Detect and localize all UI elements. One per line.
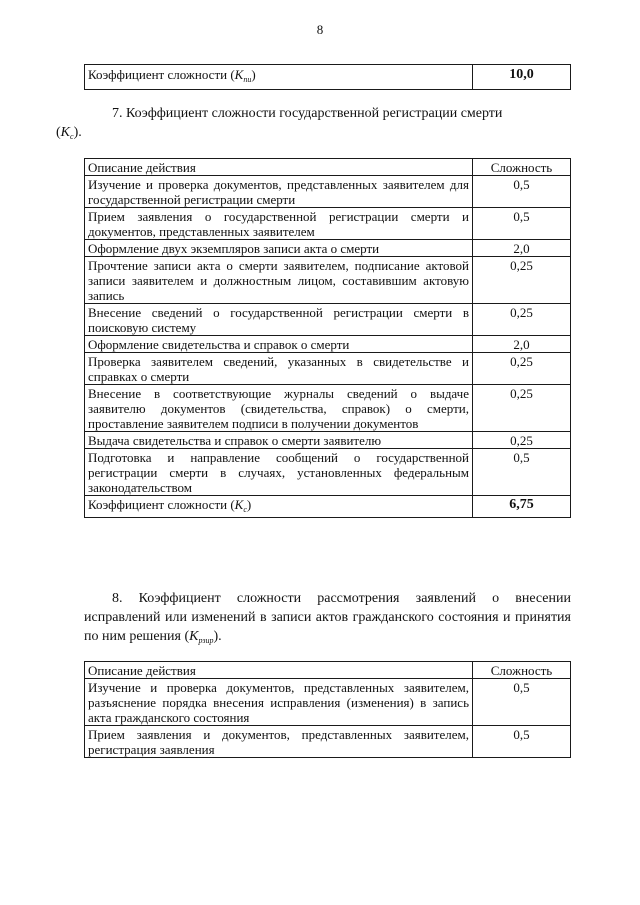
complexity-summary-table (84, 64, 571, 90)
complexity-value: 0,5 (473, 726, 571, 758)
table-row (85, 208, 571, 240)
action-description: Выдача свидетельства и справок о смерти заявителю (85, 432, 473, 449)
total-label: Коэффициент сложности $(K_c)$ (85, 496, 473, 518)
total-label: Коэффициент сложности $(K_{пи})$ (85, 65, 473, 90)
table-row (85, 336, 571, 353)
table-row (85, 726, 571, 758)
table-row (85, 679, 571, 726)
header-description: Описание действия (85, 662, 473, 679)
action-description: Внесение сведений о государственной регистрации смерти в поисковую систему (85, 304, 473, 336)
complexity-value: 0,25 (473, 432, 571, 449)
action-description: Изучение и проверка документов, представленных заявителем для государственной регистрации смерти (85, 176, 473, 208)
table-row (85, 385, 571, 432)
action-description: Проверка заявителем сведений, указанных в свидетельстве и справках о смерти (85, 353, 473, 385)
table-header-row (85, 159, 571, 176)
action-description: Оформление свидетельства и справок о смерти (85, 336, 473, 353)
table-row (85, 176, 571, 208)
section-7-heading: 7. Коэффициент сложности государственной регистрации смерти $(K_c)$. (56, 106, 503, 141)
table-row (85, 257, 571, 304)
total-value: 10,0 (473, 65, 571, 90)
complexity-value: 0,25 (473, 353, 571, 385)
page-number: 8 (316, 22, 324, 37)
action-description: Прочтение записи акта о смерти заявителем, подписание актовой записи заявителем и должностным лицом, составившим актовую запись (85, 257, 473, 304)
action-description: Прием заявления и документов, представленных заявителем, регистрация заявления (85, 726, 473, 758)
complexity-value: 0,5 (473, 449, 571, 496)
total-row (85, 65, 571, 90)
complexity-value: 2,0 (473, 240, 571, 257)
table-row (85, 304, 571, 336)
table-row (85, 353, 571, 385)
total-value: 6,75 (473, 496, 571, 518)
action-description: Прием заявления о государственной регистрации смерти и документов, представленных заявителем (85, 208, 473, 240)
table-header-row (85, 662, 571, 679)
death-registration-table (84, 158, 571, 518)
complexity-value: 0,25 (473, 304, 571, 336)
complexity-value: 0,5 (473, 176, 571, 208)
complexity-value: 0,25 (473, 257, 571, 304)
table-row (85, 240, 571, 257)
complexity-value: 2,0 (473, 336, 571, 353)
header-complexity: Сложность (473, 662, 571, 679)
header-description: Описание действия (85, 159, 473, 176)
table-row (85, 449, 571, 496)
total-row (85, 496, 571, 518)
action-description: Изучение и проверка документов, представленных заявителем, разъяснение порядка внесения исправления (изменения) в запись акта гражданского состояния (85, 679, 473, 726)
action-description: Внесение в соответствующие журналы сведений о выдаче заявителю документов (свидетельства, справок) о смерти, проставление заявителем подписи в получении документов (85, 385, 473, 432)
complexity-value: 0,5 (473, 208, 571, 240)
section-8-heading: 8. Коэффициент сложности рассмотрения заявлений о внесении исправлений или изменений в записи актов гражданского состояния и принятия по ним решения $(K_{рзир})$. (84, 591, 571, 645)
complexity-value: 0,5 (473, 679, 571, 726)
header-complexity: Сложность (473, 159, 571, 176)
corrections-review-table (84, 661, 571, 758)
action-description: Подготовка и направление сообщений о государственной регистрации смерти в случаях, установленных федеральным законодательством (85, 449, 473, 496)
table-row (85, 432, 571, 449)
action-description: Оформление двух экземпляров записи акта о смерти (85, 240, 473, 257)
complexity-value: 0,25 (473, 385, 571, 432)
